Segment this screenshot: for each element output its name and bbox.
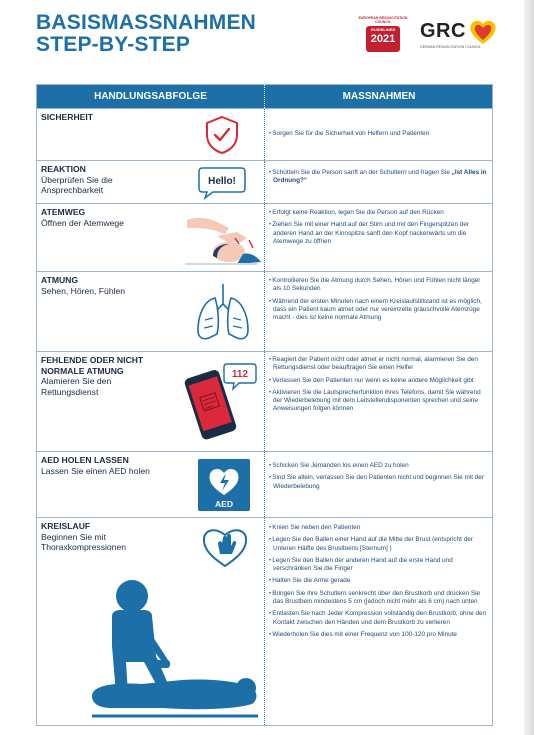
list-item: • Kontrollieren Sie die Atmung durch Sehen, Hören und Fühlen nicht länger als 10 Sekunden [269,277,489,294]
step-title: AED HOLEN LASSEN Lassen Sie einen AED holen [41,455,150,476]
step-cell [37,352,264,451]
title-line-1: BASISMASSNAHMEN [36,11,257,34]
emphasis-text: „Ist Alles in Ordnung?“ [273,169,487,185]
grc-logo [420,18,498,54]
table-row-fehlende-atmung [37,351,492,451]
hands-heart-icon [200,524,250,570]
measures-cell [269,204,489,271]
steps-table [36,84,493,726]
list-item: • Legen Sie den Ballen der anderen Hand auf die erste Hand und verschränken Sie die Finger [269,557,489,574]
head-tilt-chin-lift-illustration [177,210,262,268]
erc-badge-label: GUIDELINES [370,27,396,32]
list-item: • Entlasten Sie nach Jeder Kompression vollständig den Brustkorb, ohne den Kontakt zwischen den Händen und dem Brustkorb zu verlieren [269,610,489,627]
list-item: • Schütteln Sie die Person sanft an der Schultern und fragen Sie „Ist Alles in Ordnung?“ [269,169,489,186]
step-cell [37,272,264,351]
list-item: • Erfolgt keine Reaktion, legen Sie die Person auf den Rücken [269,209,489,217]
grc-heart-icon [468,18,498,46]
column-header-massnahmen: MASSNAHMEN [342,91,416,102]
measures-cell [269,352,489,451]
lungs-icon [195,282,251,344]
erc-guidelines-logo [356,16,410,56]
grc-logo-subtitle: GERMAN RESUSCITATION COUNCIL [420,45,481,49]
step-subtitle: Lassen Sie einen AED holen [41,465,150,476]
list-item: • Reagiert der Patient nicht oder atmet er nicht normal, alarmieren Sie den Rettungsdienst oder beauftragen Sie einen Helfer [269,356,489,373]
step-title: FEHLENDE ODER NICHT NORMALE ATMUNG Alamieren Sie den Rettungsdienst [41,355,181,397]
step-subtitle: Überprüfen Sie die Ansprechbarkeit [41,174,113,195]
measures-cell [269,452,489,517]
table-row-atemweg [37,203,492,271]
measures-cell [269,272,489,351]
list-item: • Schicken Sie Jemanden los einen AED zu holen [269,462,489,470]
header-divider [264,85,265,108]
emergency-number: 112 [231,369,249,380]
list-item: • Verlassen Sie den Patienten nur wenn es keine andere Möglichkeit gibt [269,377,489,385]
step-cell [37,204,264,271]
list-item: • Sind Sie allein, verlassen Sie den Patienten nicht und beginnen Sie mit der Wiederbelebung [269,474,489,491]
hello-speech-bubble-icon [197,164,247,200]
step-subtitle: Alamieren Sie den Rettungsdienst [41,376,112,397]
erc-guidelines-badge [366,26,400,52]
table-row-sicherheit [37,108,492,160]
list-item: • Halten Sie die Arme gerade [269,577,489,585]
measures-cell [269,161,489,203]
step-cell [37,109,264,160]
chest-compression-icon [72,576,262,724]
list-item: • Legen Sie den Ballen einer Hand auf die Mitte der Brust (entspricht der Unteren Hälfte des Brustbeins [Sternum] ) [269,536,489,553]
table-row-kreislauf [37,517,492,725]
list-item: • Aktivieren Sie die Lautsprecherfunktion ihres Telefons, damit Sie während der Wiederbelebung mit dem Leitstellendisponenten sprechen und seine Anweisungen folgen können [269,389,489,414]
column-header-handlungsabfolge: HANDLUNGSABFOLGE [94,91,207,102]
list-item: • Ziehen Sie mit einer Hand auf der Stirn und mit den Fingerspitzen der anderen Hand an der Kinnspitze sanft den Kopf nackenwärts um die Atemwege zu öffnen [269,221,489,246]
bubble-text: Hello! [208,176,236,187]
step-title: REAKTION Überprüfen Sie die Ansprechbarkeit [41,164,151,196]
table-row-reaktion [37,160,492,203]
table-row-aed [37,451,492,517]
phone-112-icon [183,360,257,442]
step-cell [37,161,264,203]
erc-badge-year: 2021 [370,33,396,45]
step-subtitle: Sehen, Hören, Fühlen [41,285,126,296]
step-title: SICHERHEIT [41,112,94,122]
step-cell [37,518,264,725]
page-title [36,12,256,56]
aed-heart-icon [198,459,250,511]
measures-cell [269,109,489,160]
table-row-atmung [37,271,492,351]
measures-cell [269,518,489,725]
erc-logo-text: EUROPEAN RESUSCITATION COUNCIL [358,16,408,24]
list-item: • Bringen Sie ihre Schultern senkrecht über den Brustkorb und drücken Sie das Brustbein mindestens 5 cm (jedoch nicht mehr als 6 cm) nach unten [269,590,489,607]
list-item: • Wiederholen Sie dies mit einer Frequenz von 100-120 pro Minute [269,631,489,639]
step-cell [37,452,264,517]
page-edge-shadow [524,0,534,735]
aed-label: AED [215,499,233,509]
step-title: ATEMWEG Öffnen der Atemwege [41,207,124,228]
shield-check-icon [204,115,240,155]
grc-logo-text: GRC [420,20,466,42]
step-subtitle: Öffnen der Atemwege [41,217,124,228]
table-header [37,85,492,108]
step-subtitle: Beginnen Sie mit Thoraxkompressionen [41,531,127,552]
list-item: • Knien Sie neben den Patienten [269,524,489,532]
title-line-2: STEP-BY-STEP [36,33,191,56]
list-item: • Während der ersten Minuten nach einem Kreislaufstillstand ist es möglich, dass ein Patient kaum atmet oder nur vereinzelte gräuschvolle Atemzüge macht - dies ist keine normale Atmung [269,298,489,323]
list-item: • Sorgen Sie für die Sicherheit von Helfern und Patienten [269,130,429,138]
step-title: KREISLAUF Beginnen Sie mit Thoraxkompressionen [41,521,151,553]
step-title: ATMUNG Sehen, Hören, Fühlen [41,275,126,296]
